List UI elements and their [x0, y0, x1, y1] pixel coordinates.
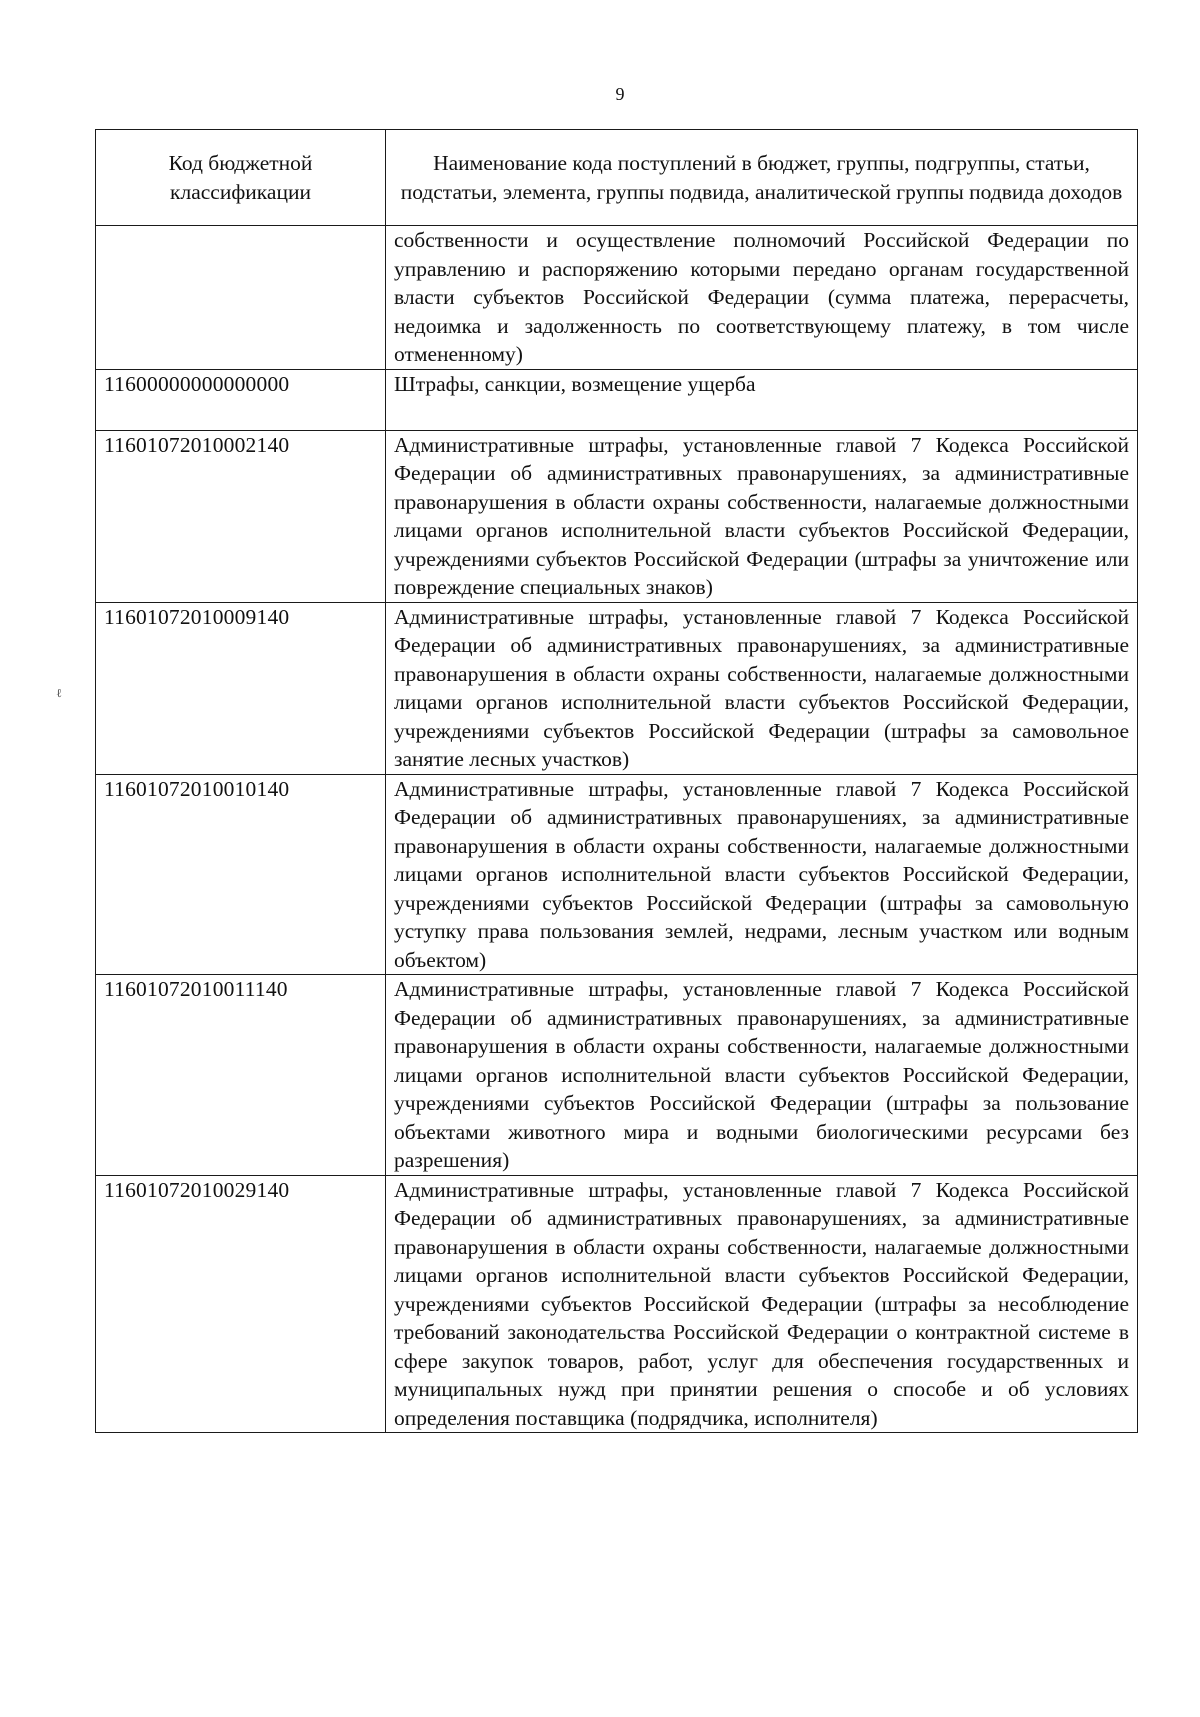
page-number: 9 — [615, 84, 625, 104]
code-cell: 11600000000000000 — [96, 369, 386, 430]
table-row — [96, 1175, 1138, 1433]
name-cell: собственности и осуществление полномочий Российской Федерации по управлению и распоряжению которыми передано органам государственной власти субъектов Российской Федерации (сумма платежа, перерасчеты, недоимка и задолженность по соответствующему платежу, в том числе отмененному) — [386, 226, 1138, 370]
code-cell: 11601072010002140 — [96, 430, 386, 602]
name-cell: Административные штрафы, установленные главой 7 Кодекса Российской Федерации об административных правонарушениях, за административные правонарушения в области охраны собственности, налагаемые должностными лицами органов исполнительной власти субъектов Российской Федерации, учреждениями субъектов Российской Федерации (штрафы за несоблюдение требований законодательства Российской Федерации о контрактной системе в сфере закупок товаров, работ, услуг для обеспечения государственных и муниципальных нужд при принятии решения о способе и об условиях определения поставщика (подрядчика, исполнителя) — [386, 1175, 1138, 1433]
code-cell: 11601072010009140 — [96, 602, 386, 774]
table-row — [96, 774, 1138, 975]
name-cell: Административные штрафы, установленные главой 7 Кодекса Российской Федерации об административных правонарушениях, за административные правонарушения в области охраны собственности, налагаемые должностными лицами органов исполнительной власти субъектов Российской Федерации, учреждениями субъектов Российской Федерации (штрафы за самовольное занятие лесных участков) — [386, 602, 1138, 774]
code-cell — [96, 226, 386, 370]
name-cell: Административные штрафы, установленные главой 7 Кодекса Российской Федерации об административных правонарушениях, за административные правонарушения в области охраны собственности, налагаемые должностными лицами органов исполнительной власти субъектов Российской Федерации, учреждениями субъектов Российской Федерации (штрафы за уничтожение или повреждение специальных знаков) — [386, 430, 1138, 602]
name-cell: Административные штрафы, установленные главой 7 Кодекса Российской Федерации об административных правонарушениях, за административные правонарушения в области охраны собственности, налагаемые должностными лицами органов исполнительной власти субъектов Российской Федерации, учреждениями субъектов Российской Федерации (штрафы за самовольную уступку права пользования землей, недрами, лесным участком или водным объектом) — [386, 774, 1138, 975]
name-cell: Штрафы, санкции, возмещение ущерба — [386, 369, 1138, 430]
name-cell: Административные штрафы, установленные главой 7 Кодекса Российской Федерации об административных правонарушениях, за административные правонарушения в области охраны собственности, налагаемые должностными лицами органов исполнительной власти субъектов Российской Федерации, учреждениями субъектов Российской Федерации (штрафы за пользование объектами животного мира и водными биологическими ресурсами без разрешения) — [386, 975, 1138, 1176]
table-row — [96, 226, 1138, 370]
table-row — [96, 975, 1138, 1176]
table-row — [96, 369, 1138, 430]
code-cell: 11601072010011140 — [96, 975, 386, 1176]
code-cell: 11601072010010140 — [96, 774, 386, 975]
code-cell: 11601072010029140 — [96, 1175, 386, 1433]
table-header-row — [96, 130, 1138, 226]
table-row — [96, 602, 1138, 774]
table-row — [96, 430, 1138, 602]
stray-mark: ℓ — [56, 686, 62, 700]
header-code: Код бюджетной классификации — [96, 130, 386, 226]
header-name: Наименование кода поступлений в бюджет, группы, подгруппы, статьи, подстатьи, элемента, группы подвида, аналитической группы подвида доходов — [386, 130, 1138, 226]
budget-classification-table — [95, 129, 1138, 1433]
